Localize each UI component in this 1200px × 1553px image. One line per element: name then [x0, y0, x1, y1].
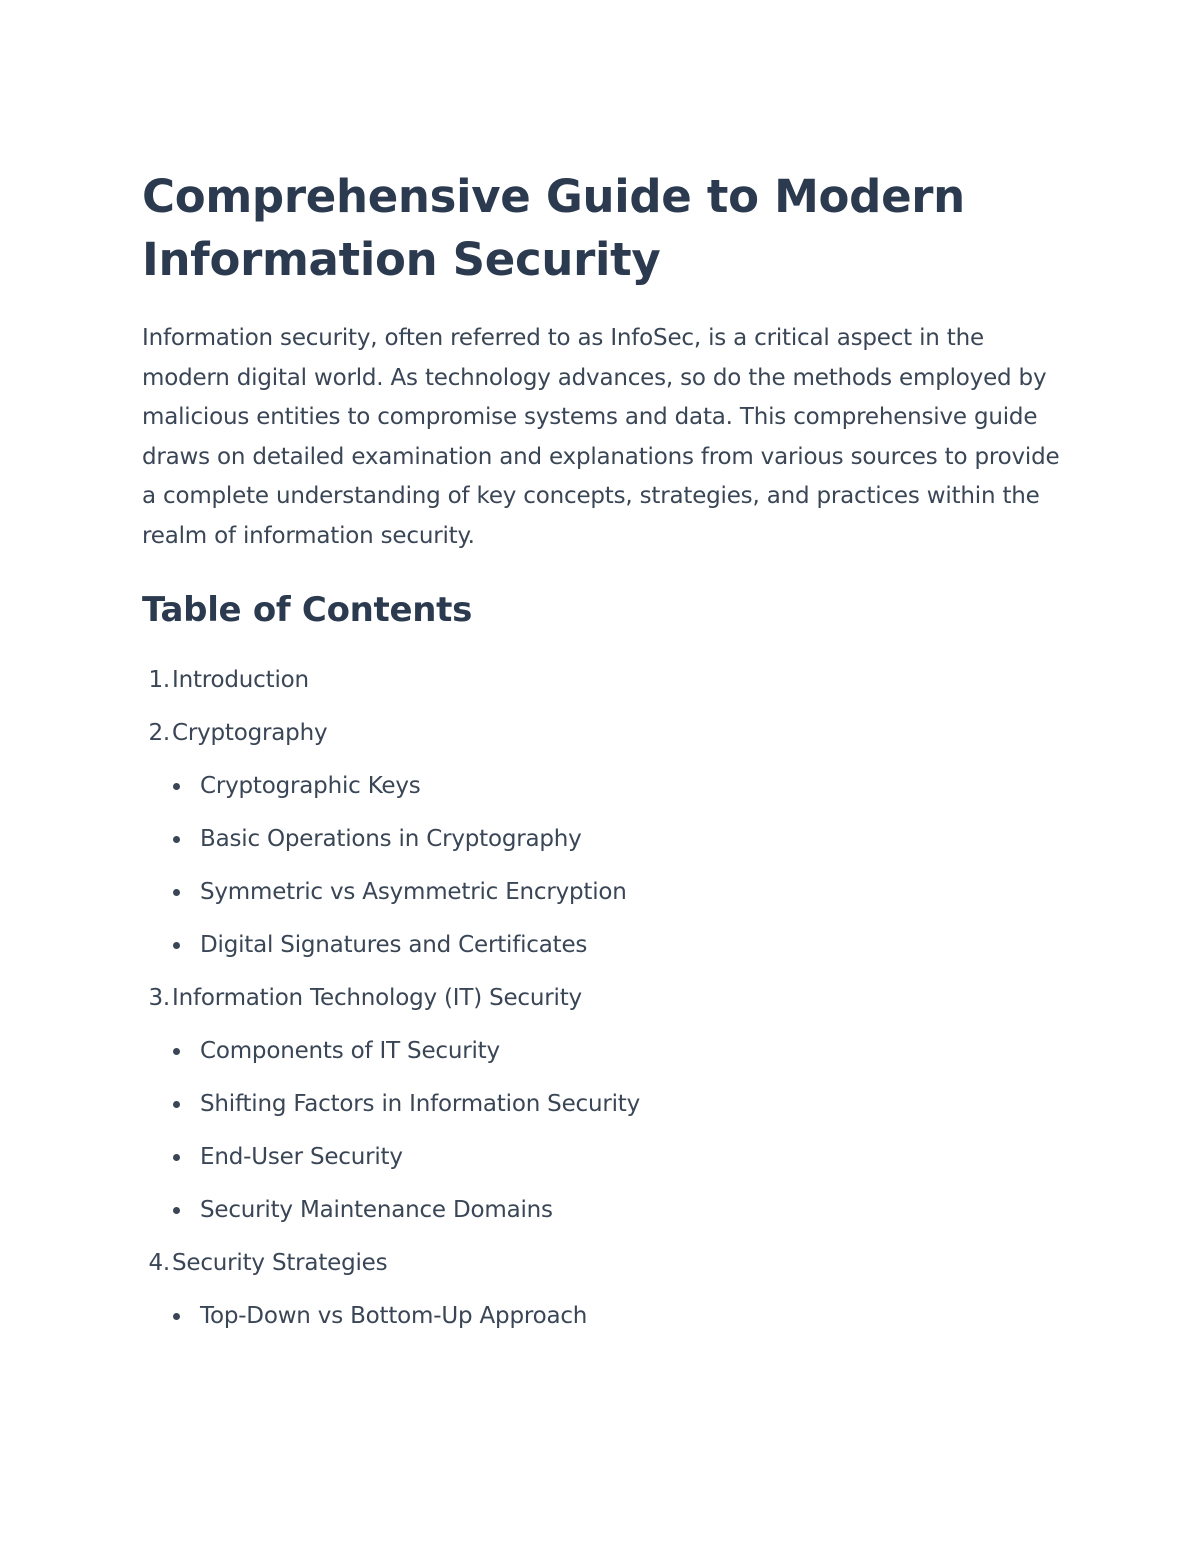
bullet-icon: [173, 783, 180, 790]
toc-subitem[interactable]: [142, 1290, 1062, 1343]
toc-subitem[interactable]: [142, 1131, 1062, 1184]
toc-subitem-label: Digital Signatures and Certificates: [200, 932, 588, 958]
toc-subitem[interactable]: [142, 813, 1062, 866]
bullet-icon: [173, 1048, 180, 1055]
toc-subitem[interactable]: [142, 866, 1062, 919]
toc-item-security-strategies[interactable]: [142, 1237, 1062, 1290]
toc-subitem[interactable]: [142, 1078, 1062, 1131]
toc-subitem-label: Top-Down vs Bottom-Up Approach: [200, 1303, 588, 1329]
toc-item-label: Information Technology (IT) Security: [172, 985, 582, 1011]
toc-subitem[interactable]: [142, 919, 1062, 972]
bullet-icon: [173, 942, 180, 949]
toc-item-number: 1.: [148, 667, 170, 693]
toc-subitem-label: Symmetric vs Asymmetric Encryption: [200, 879, 627, 905]
toc-subitem[interactable]: [142, 1025, 1062, 1078]
toc-subitem-label: Security Maintenance Domains: [200, 1197, 553, 1223]
toc-sublist-cryptography: [142, 760, 1062, 972]
toc-item-it-security[interactable]: [142, 972, 1062, 1025]
intro-paragraph: Information security, often referred to as InfoSec, is a critical aspect in the modern digital world. As technology advances, so do the methods employed by malicious entities to compromise systems and data. This comprehensive guide draws on detailed examination and explanations from various sources to provide a complete understanding of key concepts, strategies, and practices within the realm of information security.: [142, 325, 1060, 549]
toc-sublist-it-security: [142, 1025, 1062, 1237]
document-content: [142, 165, 1062, 1343]
bullet-icon: [173, 1207, 180, 1214]
bullet-icon: [173, 1154, 180, 1161]
toc-item-label: Security Strategies: [172, 1250, 388, 1276]
toc-item-number: 2.: [148, 720, 170, 746]
toc-subitem[interactable]: [142, 760, 1062, 813]
toc-subitem-label: Cryptographic Keys: [200, 773, 421, 799]
bullet-icon: [173, 1313, 180, 1320]
toc-item-label: Introduction: [172, 667, 309, 693]
toc-item-label: Cryptography: [172, 720, 328, 746]
toc-heading: Table of Contents: [142, 590, 473, 630]
toc-item-number: 3.: [148, 985, 170, 1011]
page-title: Comprehensive Guide to Modern Information Security: [142, 170, 965, 286]
toc-item-introduction[interactable]: [142, 654, 1062, 707]
bullet-icon: [173, 836, 180, 843]
toc-subitem-label: End-User Security: [200, 1144, 403, 1170]
bullet-icon: [173, 1101, 180, 1108]
toc-subitem[interactable]: [142, 1184, 1062, 1237]
toc-subitem-label: Shifting Factors in Information Security: [200, 1091, 641, 1117]
bullet-icon: [173, 889, 180, 896]
toc-sublist-security-strategies: [142, 1290, 1062, 1343]
toc-item-number: 4.: [148, 1250, 170, 1276]
table-of-contents: [142, 654, 1062, 1343]
toc-item-cryptography[interactable]: [142, 707, 1062, 760]
toc-subitem-label: Components of IT Security: [200, 1038, 500, 1064]
toc-subitem-label: Basic Operations in Cryptography: [200, 826, 582, 852]
